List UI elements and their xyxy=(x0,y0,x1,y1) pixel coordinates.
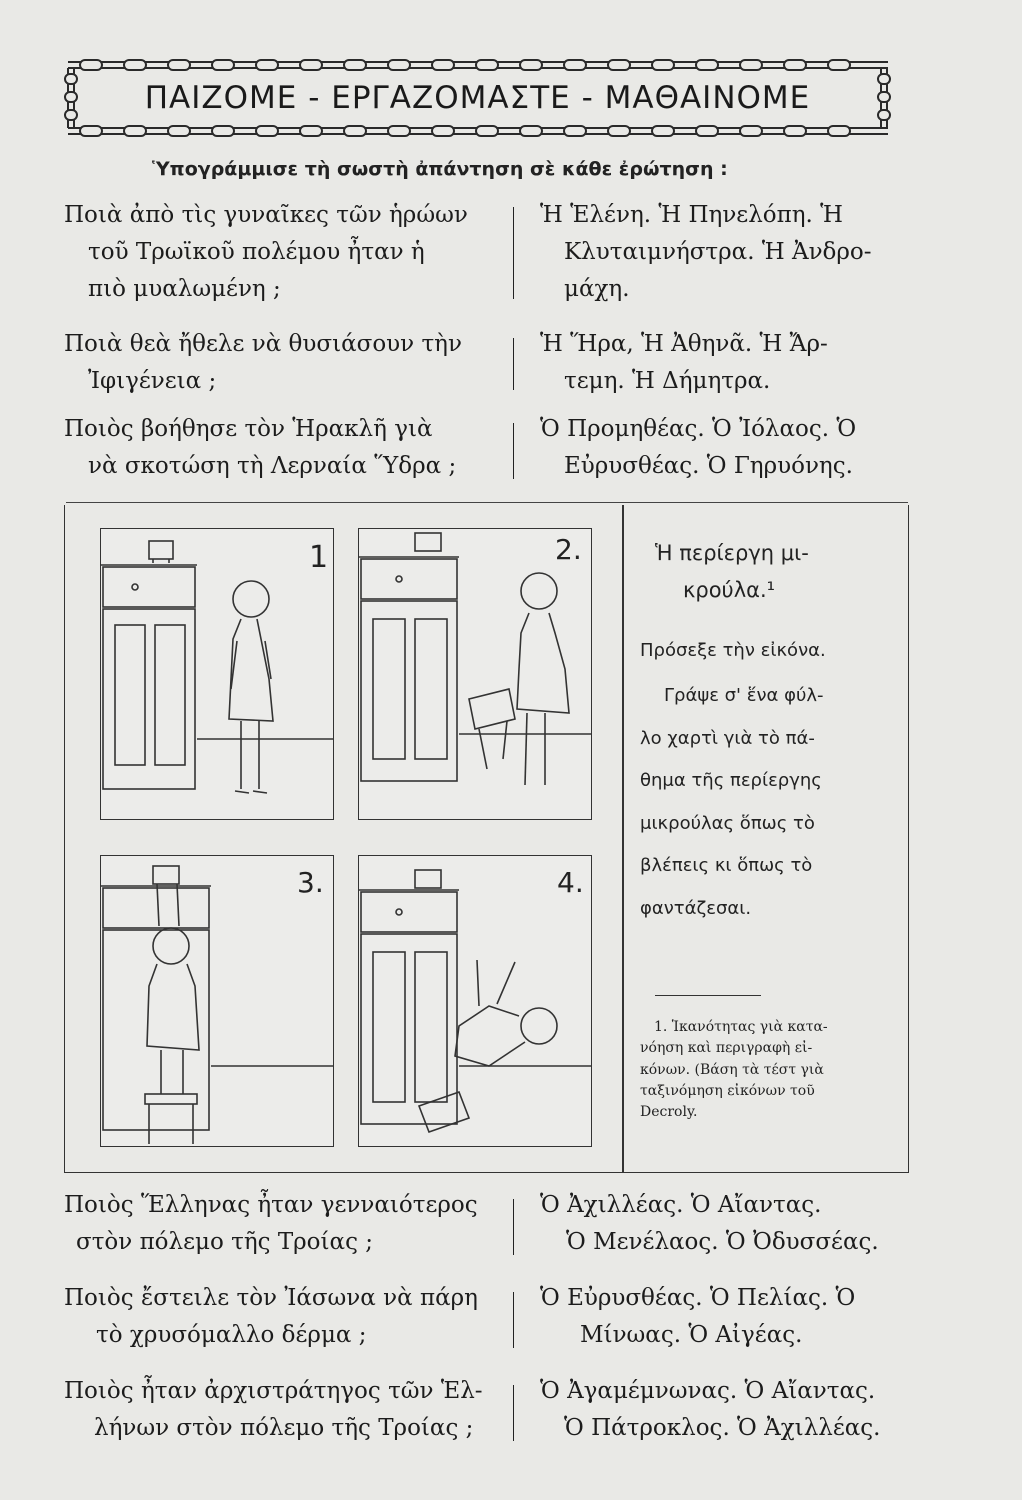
question-line: τὸ χρυσόμαλλο δέρμα ; xyxy=(96,1322,367,1348)
comic-panel-3 xyxy=(100,855,334,1147)
chain-link-ornament xyxy=(300,126,322,136)
story-intro: Πρόσεξε τὴν εἰκόνα. xyxy=(640,640,826,661)
answer-options xyxy=(540,1187,930,1261)
answer-line[interactable]: Ὁ Ἀγαμέμνωνας. Ὁ Αἴαντας. xyxy=(540,1378,876,1404)
instruction: Ὑπογράμμισε τὴ σωστὴ ἀπάντηση σὲ κάθε ἐρώτηση : xyxy=(152,158,728,180)
story-task xyxy=(640,675,890,930)
chain-link-ornament xyxy=(740,126,762,136)
answer-line[interactable]: Ἡ Ἥρα, Ἡ Ἀθηνᾶ. Ἡ Ἄρ- xyxy=(540,331,828,357)
chain-link-ornament xyxy=(388,126,410,136)
brace-divider xyxy=(513,1385,514,1441)
answer-line[interactable]: Εὐρυσθέας. Ὁ Γηρυόνης. xyxy=(564,453,853,479)
footnote-line: 1. Ἱκανότητας γιὰ κατα- xyxy=(654,1019,828,1035)
answer-options xyxy=(540,326,920,400)
story-title-line: Ἡ περίεργη μι- xyxy=(655,541,809,565)
answer-line[interactable]: Ὁ Πάτροκλος. Ὁ Ἀχιλλέας. xyxy=(564,1415,881,1441)
question xyxy=(64,326,484,400)
column-divider xyxy=(622,505,624,1172)
chain-link-ornament xyxy=(80,60,102,70)
answer-line[interactable]: Ὁ Ἀχιλλέας. Ὁ Αἴαντας. xyxy=(540,1192,822,1218)
chain-link-ornament xyxy=(168,126,190,136)
footnote-rule xyxy=(655,995,761,996)
question-line: Ἰφιγένεια ; xyxy=(88,368,217,394)
question-line: λήνων στὸν πόλεμο τῆς Τροίας ; xyxy=(94,1415,474,1441)
chain-link-ornament xyxy=(300,60,322,70)
question-line: Ποιὸς βοήθησε τὸν Ἡρακλῆ γιὰ xyxy=(64,416,433,442)
girl-falling-illustration xyxy=(359,856,591,1146)
chain-link-ornament xyxy=(520,60,542,70)
chain-link-ornament xyxy=(476,126,498,136)
story-line: βλέπεις κι ὅπως τὸ xyxy=(640,855,813,876)
panel-number: 1 xyxy=(309,540,329,575)
girl-on-stool-reaching-illustration xyxy=(101,856,333,1146)
chain-link-ornament xyxy=(256,126,278,136)
brace-divider xyxy=(513,1199,514,1255)
answer-line[interactable]: Μίνωας. Ὁ Αἰγέας. xyxy=(580,1322,803,1348)
question-line: νὰ σκοτώση τὴ Λερναία Ὕδρα ; xyxy=(88,453,457,479)
question-line: πιὸ μυαλωμένη ; xyxy=(88,276,281,302)
story-line: Γράψε σ' ἕνα φύλ- xyxy=(664,685,824,706)
story-title xyxy=(655,535,885,609)
footnote-line: Decroly. xyxy=(640,1104,698,1121)
footnote xyxy=(640,1017,890,1123)
answer-options xyxy=(540,411,920,485)
question xyxy=(64,1373,494,1447)
question-line: τοῦ Τρωϊκοῦ πολέμου ἦταν ἡ xyxy=(88,239,425,265)
chain-link-ornament xyxy=(652,60,674,70)
chain-link-ornament xyxy=(564,60,586,70)
answer-line[interactable]: Κλυταιμνήστρα. Ἡ Ἀνδρο- xyxy=(564,239,872,265)
chain-link-ornament xyxy=(740,60,762,70)
banner-title: ΠΑΙΖΟΜΕ - ΕΡΓΑΖΟΜΑΣΤΕ - ΜΑΘΑΙΝΟΜΕ xyxy=(144,80,811,116)
question-line: Ποιὸς ἔστειλε τὸν Ἰάσωνα νὰ πάρη xyxy=(64,1285,478,1311)
story-line: λο χαρτὶ γιὰ τὸ πά- xyxy=(640,727,815,749)
chain-link-ornament xyxy=(564,126,586,136)
girl-looking-up-illustration xyxy=(101,529,333,819)
chain-link-ornament xyxy=(80,126,102,136)
chain-link-ornament xyxy=(212,126,234,136)
question-line: στὸν πόλεμο τῆς Τροίας ; xyxy=(76,1229,374,1255)
chain-link-ornament xyxy=(608,126,630,136)
chain-link-ornament xyxy=(696,60,718,70)
header-banner xyxy=(60,52,895,144)
brace-divider xyxy=(513,423,514,479)
footnote-line: κόνων. (Βάση τὰ τέστ γιὰ xyxy=(640,1061,824,1078)
comic-panel-2 xyxy=(358,528,592,820)
question-line: Ποιὰ θεὰ ἤθελε νὰ θυσιάσουν τὴν xyxy=(64,331,462,357)
question-line: Ποιὸς Ἕλληνας ἦταν γενναιότερος xyxy=(64,1192,478,1218)
chain-link-ornament xyxy=(256,60,278,70)
chain-link-ornament xyxy=(608,60,630,70)
chain-link-ornament xyxy=(476,60,498,70)
story-line: φαντάζεσαι. xyxy=(640,897,752,919)
answer-options xyxy=(540,1373,930,1447)
chain-link-ornament xyxy=(652,126,674,136)
chain-link-ornament xyxy=(168,60,190,70)
section-rule xyxy=(66,502,908,503)
answer-line[interactable]: Ὁ Προμηθέας. Ὁ Ἰόλαος. Ὁ xyxy=(540,416,857,442)
chain-link-ornament xyxy=(124,60,146,70)
panel-number: 2. xyxy=(555,533,582,566)
question xyxy=(64,1187,494,1261)
chain-link-ornament xyxy=(784,126,806,136)
girl-carrying-stool-illustration xyxy=(359,529,591,819)
chain-link-ornament xyxy=(432,60,454,70)
chain-link-ornament xyxy=(388,60,410,70)
chain-link-ornament xyxy=(828,60,850,70)
chain-link-ornament xyxy=(124,126,146,136)
chain-link-ornament xyxy=(344,126,366,136)
question xyxy=(64,411,484,485)
chain-link-ornament xyxy=(212,60,234,70)
comic-panel-1 xyxy=(100,528,334,820)
chain-link-ornament xyxy=(784,60,806,70)
chain-link-ornament xyxy=(344,60,366,70)
question xyxy=(64,1280,494,1354)
answer-line[interactable]: Ὁ Εὐρυσθέας. Ὁ Πελίας. Ὁ xyxy=(540,1285,856,1311)
answer-line[interactable]: Ἡ Ἑλένη. Ἡ Πηνελόπη. Ἡ xyxy=(540,202,843,228)
footnote-line: νόηση καὶ περιγραφὴ εἰ- xyxy=(640,1040,813,1057)
answer-options xyxy=(540,1280,930,1354)
chain-link-ornament xyxy=(432,126,454,136)
chain-link-ornament xyxy=(520,126,542,136)
answer-options xyxy=(540,197,920,308)
footnote-line: ταξινόμηση εἰκόνων τοῦ xyxy=(640,1082,815,1099)
story-line: μικρούλας ὅπως τὸ xyxy=(640,812,815,834)
answer-line[interactable]: μάχη. xyxy=(564,276,630,302)
story-title-line: κρούλα.¹ xyxy=(683,578,776,602)
chain-link-ornament xyxy=(828,126,850,136)
brace-divider xyxy=(513,207,514,299)
question-line: Ποιὸς ἦταν ἀρχιστράτηγος τῶν Ἑλ- xyxy=(64,1378,483,1404)
answer-line[interactable]: τεμη. Ἡ Δήμητρα. xyxy=(564,368,771,394)
comic-panel-4 xyxy=(358,855,592,1147)
chain-link-ornament xyxy=(696,126,718,136)
story-line: θημα τῆς περίεργης xyxy=(640,770,822,791)
brace-divider xyxy=(513,338,514,390)
question-line: Ποιὰ ἀπὸ τὶς γυναῖκες τῶν ἡρώων xyxy=(64,202,468,228)
question xyxy=(64,197,484,308)
panel-number: 3. xyxy=(297,866,324,899)
brace-divider xyxy=(513,1292,514,1348)
answer-line[interactable]: Ὁ Μενέλαος. Ὁ Ὀδυσσέας. xyxy=(566,1229,879,1255)
panel-number: 4. xyxy=(557,866,584,899)
